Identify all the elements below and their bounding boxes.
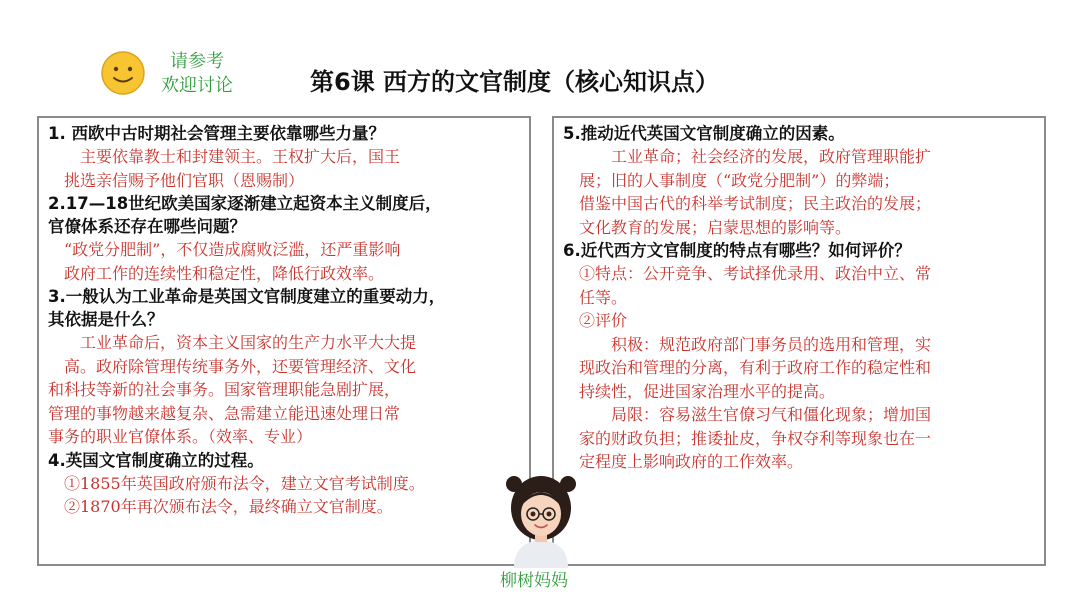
left-panel [37, 116, 531, 566]
avatar-illustration [500, 468, 582, 568]
answer-5-line-3: 借鉴中国古代的科举考试制度；民主政治的发展； [563, 194, 932, 213]
answer-2-line-2: 政府工作的连续性和稳定性，降低行政效率。 [48, 263, 385, 283]
question-3-line-2: 其依据是什么？ [48, 310, 164, 329]
question-2-line-2: 官僚体系还存在哪些问题？ [48, 217, 246, 236]
answer-4-line-2: ②1870年再次颁布法令，最终确立文官制度。 [48, 497, 393, 516]
answer-5-line-1: 工业革命；社会经济的发展，政府管理职能扩 [563, 147, 932, 166]
answer-6-line-1: ①特点：公开竞争、考试择优录用、政治中立、常 [563, 264, 932, 283]
answer-3-line-2: 高。政府除管理传统事务外，还要管理经济、文化 [48, 356, 417, 376]
answer-6-line-7: 局限：容易滋生官僚习气和僵化现象；增加国 [563, 405, 932, 424]
discussion-tag [152, 50, 242, 98]
tag-line-2: 欢迎讨论 [161, 75, 233, 96]
smiley-icon [100, 50, 146, 96]
answer-6-line-8: 家的财政负担；推诿扯皮，争权夺利等现象也在一 [563, 428, 932, 448]
question-5: 5.推动近代英国文官制度确立的因素。 [563, 124, 845, 143]
answer-3-line-3: 和科技等新的社会事务。国家管理职能急剧扩展， [48, 380, 401, 399]
answer-6-line-4: 积极：规范政府部门事务员的选用和管理，实 [563, 334, 932, 354]
answer-5-line-2: 展；旧的人事制度（“政党分肥制”）的弊端； [563, 170, 900, 190]
answer-1-line-2: 挑选亲信赐予他们官职（恩赐制） [48, 170, 305, 190]
answer-1-line-1: 主要依靠教士和封建领主。王权扩大后，国王 [48, 147, 401, 166]
answer-4-line-1: ①1855年英国政府颁布法令，建立文官考试制度。 [48, 473, 425, 493]
question-1: 1. 西欧中古时期社会管理主要依靠哪些力量？ [48, 124, 385, 143]
answer-6-line-3: ②评价 [563, 311, 628, 330]
answer-5-line-4: 文化教育的发展；启蒙思想的影响等。 [563, 217, 852, 237]
question-4: 4.英国文官制度确立的过程。 [48, 450, 264, 470]
answer-3-line-4: 管理的事物越来越复杂、急需建立能迅速处理日常 [48, 403, 401, 423]
question-6: 6.近代西方文官制度的特点有哪些？如何评价？ [563, 241, 911, 260]
page-title: 第6课 西方的文官制度（核心知识点） [310, 68, 720, 96]
answer-6-line-6: 持续性，促进国家治理水平的提高。 [563, 381, 836, 401]
author-credit: 柳树妈妈 [500, 571, 568, 591]
answer-2-line-1: “政党分肥制”，不仅造成腐败泛滥，还严重影响 [48, 240, 401, 259]
answer-6-line-5: 现政治和管理的分离，有利于政府工作的稳定性和 [563, 358, 932, 377]
answer-6-line-2: 任等。 [563, 287, 628, 307]
answer-6-line-9: 定程度上影响政府的工作效率。 [563, 452, 804, 471]
right-panel [552, 116, 1046, 566]
tag-line-1: 请参考 [170, 51, 224, 72]
answer-3-line-1: 工业革命后，资本主义国家的生产力水平大大提 [48, 333, 417, 352]
question-3-line-1: 3.一般认为工业革命是英国文官制度建立的重要动力， [48, 287, 446, 306]
answer-3-line-5: 事务的职业官僚体系。（效率、专业） [48, 427, 313, 446]
question-2-line-1: 2.17—18世纪欧美国家逐渐建立起资本主义制度后， [48, 194, 442, 213]
